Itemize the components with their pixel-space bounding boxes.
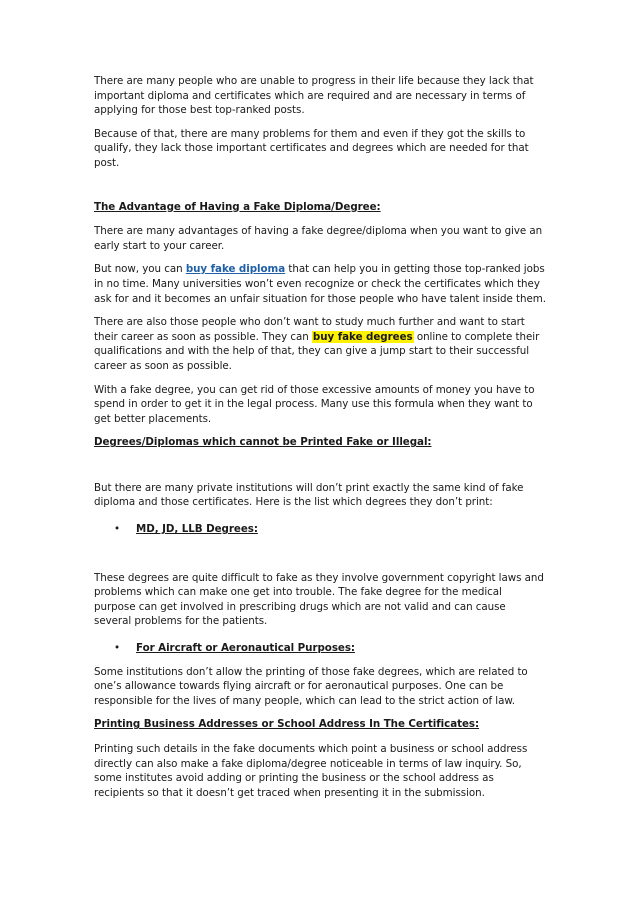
paragraph-text: There are also those people who don’t want to study much further and want to start their career as soon as possible. They can: [94, 316, 525, 343]
paragraph: These degrees are quite difficult to fake as they involve government copyright laws and problems which can make one get into trouble. The fake degree for the medical purpose can get involved in prescribing drugs which are not valid and can cause several problems for the patients.: [94, 571, 544, 628]
section-heading-printing: Printing Business Addresses or School Address In The Certificates:: [94, 718, 480, 731]
paragraph: But there are many private institutions will don’t print exactly the same kind of fake diploma and those certificates. Here is the list which degrees they don’t print:: [94, 481, 524, 509]
section-heading-advantage: The Advantage of Having a Fake Diploma/Degree:: [94, 200, 381, 213]
document-body: [94, 74, 546, 809]
section-heading-degrees: Degrees/Diplomas which cannot be Printed Fake or Illegal:: [94, 436, 432, 449]
paragraph: Some institutions don’t allow the printing of those fake degrees, which are related to one’s allowance towards flying aircraft or for aeronautical purposes. One can be responsible for the lives of many people, which can lead to the strict action of law.: [94, 665, 528, 707]
buy-fake-diploma-link[interactable]: buy fake diploma: [185, 263, 286, 276]
buy-fake-degrees-highlight: buy fake degrees: [312, 330, 413, 343]
paragraph: Because of that, there are many problems for them and even if they got the skills to qualify, they lack those important certificates and degrees which are needed for that post.: [94, 127, 529, 169]
paragraph: Printing such details in the fake documents which point a business or school address directly can also make a fake diploma/degree noticeable in terms of law inquiry. So, some institutes avoid adding or printing the business or the school address as recipients so that it doesn’t get traced when presenting it in the submission.: [94, 743, 528, 799]
paragraph: There are many advantages of having a fake degree/diploma when you want to give an early start to your career.: [94, 225, 543, 252]
paragraph: With a fake degree, you can get rid of those excessive amounts of money you have to spend in order to get it in the legal process. Many use this formula when they want to get better placements.: [94, 383, 535, 425]
bullet-label: For Aircraft or Aeronautical Purposes:: [136, 642, 355, 655]
paragraph: [94, 262, 546, 306]
paragraph-text: online to complete their qualifications and with the help of that, they can give a jump start to their successful career as soon as possible.: [94, 330, 540, 372]
bullet-icon: •: [114, 523, 121, 536]
paragraph-text: that can help you in getting those top-ranked jobs in no time. Many universities won’t even recognize or check the certificates which they ask for and it becomes an unfair situation for those people who have talent inside them.: [94, 263, 546, 305]
paragraph-text: But now, you can: [94, 263, 186, 276]
paragraph: [94, 315, 546, 373]
bullet-icon: •: [114, 642, 121, 655]
bullet-item-md-jd-llb: [94, 522, 546, 537]
paragraph: There are many people who are unable to progress in their life because they lack that important diploma and certificates which are required and are necessary in terms of applying for those best top-ranked posts.: [94, 75, 534, 117]
bullet-label: MD, JD, LLB Degrees:: [136, 523, 258, 536]
bullet-item-aircraft: [94, 641, 546, 656]
